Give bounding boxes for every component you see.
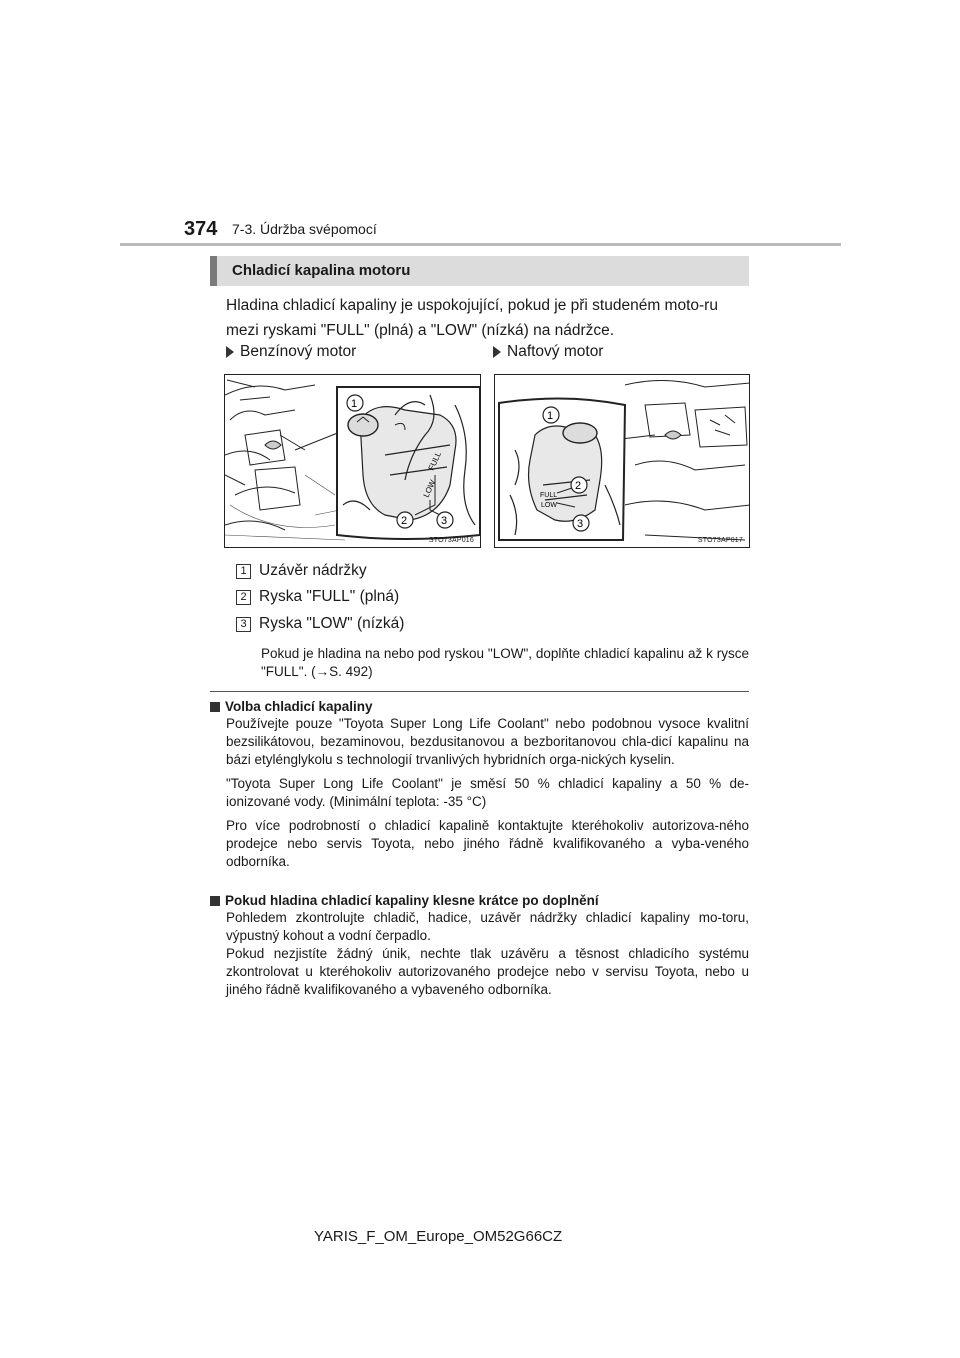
legend-number: 1 bbox=[236, 564, 251, 579]
footer-code: YARIS_F_OM_Europe_OM52G66CZ bbox=[314, 1228, 563, 1245]
full-mark-label-diesel: FULL bbox=[540, 492, 558, 499]
block-paragraph: Pro více podrobností o chladicí kapalině kontaktujte kteréhokoliv autorizova-ného prodejce nebo servis Toyota, nebo jiného řádně kvalifikovaného a vyba-veného odborníka. bbox=[226, 818, 749, 869]
low-mark-label-diesel: LOW bbox=[541, 502, 557, 509]
callout-1-diesel: 1 bbox=[547, 410, 554, 422]
legend-item-3 bbox=[236, 615, 404, 633]
petrol-engine-text: Benzínový motor bbox=[240, 343, 357, 360]
legend-text: Ryska "LOW" (nízká) bbox=[259, 615, 405, 632]
full-mark-label: FULL bbox=[426, 450, 444, 472]
block-heading-text: Pokud hladina chladicí kapaliny klesne krátce po doplnění bbox=[225, 893, 599, 908]
callout-3: 3 bbox=[441, 515, 448, 527]
section-title: Chladicí kapalina motoru bbox=[232, 262, 411, 279]
petrol-engine-figure bbox=[224, 374, 481, 548]
chapter-title: 7-3. Údržba svépomocí bbox=[232, 221, 377, 237]
block-paragraph: Pohledem zkontrolujte chladič, hadice, uzávěr nádržky chladicí kapaliny mo-toru, výpustný kohout a vodní čerpadlo. Pokud nezjistíte žádný únik, nechte tlak uzávěru a těsnost chladicího systému zkontrolovat u kteréhokoliv autorizovaného prodejce nebo v servisu Toyota, nebo u jiného řádně kvalifikovaného a vybaveného odborníka. bbox=[226, 910, 749, 997]
diesel-engine-illustration bbox=[495, 375, 750, 548]
petrol-engine-illustration bbox=[225, 375, 481, 548]
square-bullet-icon bbox=[210, 896, 220, 906]
callout-2: 2 bbox=[401, 515, 408, 527]
section-divider bbox=[210, 691, 749, 692]
diesel-engine-figure bbox=[494, 374, 750, 548]
block-paragraph: "Toyota Super Long Life Coolant" je směsí 50 % chladicí kapaliny a 50 % de-ionizované vody. (Minimální teplota: -35 °C) bbox=[226, 776, 749, 809]
diesel-engine-label bbox=[493, 343, 603, 361]
legend-item-2 bbox=[236, 588, 399, 606]
block-heading bbox=[210, 699, 749, 714]
callout-2-diesel: 2 bbox=[575, 480, 582, 492]
square-bullet-icon bbox=[210, 702, 220, 712]
legend-number: 2 bbox=[236, 590, 251, 605]
callout-1: 1 bbox=[351, 398, 358, 410]
triangle-bullet-icon bbox=[493, 346, 501, 358]
refill-note: Pokud je hladina na nebo pod ryskou "LOW", doplňte chladicí kapalinu až k rysce "FULL". (→S. 492) bbox=[261, 646, 749, 679]
legend-text: Uzávěr nádržky bbox=[259, 562, 367, 579]
header-rule bbox=[120, 243, 841, 246]
petrol-engine-label bbox=[226, 343, 356, 361]
triangle-bullet-icon bbox=[226, 346, 234, 358]
block-heading bbox=[210, 893, 749, 908]
diesel-engine-text: Naftový motor bbox=[507, 343, 604, 360]
figure-code: STO73AP017 bbox=[697, 537, 743, 544]
legend-number: 3 bbox=[236, 617, 251, 632]
page-number: 374 bbox=[184, 218, 218, 240]
legend-text: Ryska "FULL" (plná) bbox=[259, 588, 400, 605]
figure-code: STO73AP016 bbox=[428, 537, 474, 544]
block-paragraph: Používejte pouze "Toyota Super Long Life Coolant" nebo podobnou vysoce kvalitní bezsilikátovou, bezaminovou, bezdusitanovou a bezboritanovou chla-dicí kapalinu na bázi etylénglykolu s technologií trvanlivých hybridních orga-nických kyselin. bbox=[226, 716, 749, 767]
section-bar bbox=[210, 256, 749, 286]
info-block-level-drop bbox=[210, 893, 749, 999]
intro-text: Hladina chladicí kapaliny je uspokojující, pokud je při studeném moto-ru mezi ryskami "FULL" (plná) a "LOW" (nízká) na nádržce. bbox=[226, 297, 718, 339]
callout-3-diesel: 3 bbox=[577, 518, 584, 530]
block-heading-text: Volba chladicí kapaliny bbox=[225, 699, 373, 714]
low-mark-label: LOW bbox=[421, 478, 438, 499]
info-block-coolant-choice bbox=[210, 699, 749, 871]
legend-item-1 bbox=[236, 562, 367, 580]
